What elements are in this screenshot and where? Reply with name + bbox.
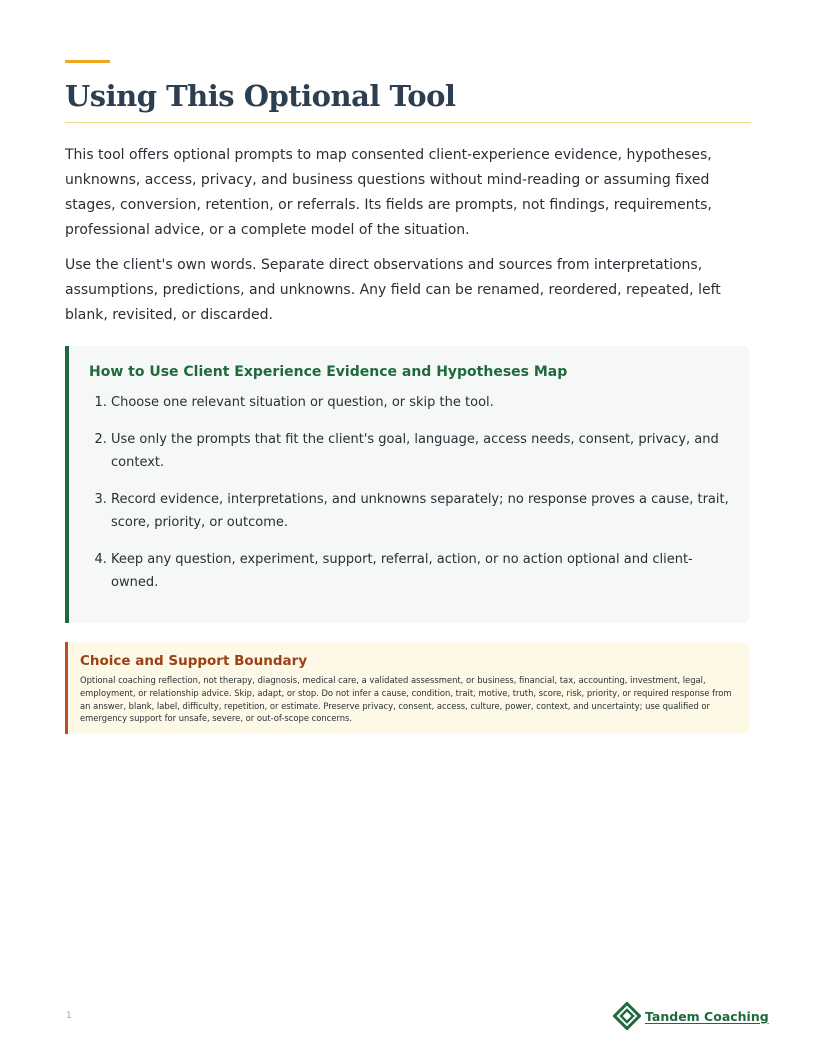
howto-steps-list [89,391,729,608]
howto-step-3: 3. Record evidence, interpretations, and unknowns separately; no response proves a cause, trait, score, priority, or outcome. [111,488,729,534]
page-title: Using This Optional Tool [65,79,456,113]
howto-step-4: 4. Keep any question, experiment, support, referral, action, or no action optional and client-owned. [111,548,729,594]
boundary-title: Choice and Support Boundary [80,653,308,669]
boundary-text: Optional coaching reflection, not therapy, diagnosis, medical care, a validated assessment, or business, financial, tax, accounting, investment, legal, employment, or relationship advice. Skip, adapt, or stop. Do not infer a cause, condition, trait, motive, truth, score, risk, priority, or required response from an answer, blank, label, difficulty, repetition, or estimate. Preserve privacy, consent, access, culture, power, context, and uncertainty; use qualified or emergency support for unsafe, severe, or out-of-scope concerns. [80,675,732,724]
footer-brand [613,1002,769,1030]
howto-step-2: 2. Use only the prompts that fit the client's goal, language, access needs, consent, privacy, and context. [111,428,729,474]
brand-name: Tandem Coaching [645,1008,769,1024]
title-accent-bar [65,60,110,63]
intro-section [65,143,755,338]
howto-callout [65,346,750,623]
intro-paragraph-1: This tool offers optional prompts to map consented client-experience evidence, hypotheses, unknowns, access, privacy, and business questions without mind-reading or assuming fixed stages, conversion, retention, or referrals. Its fields are prompts, not findings, requirements, professional advice, or a complete model of the situation. [65,147,712,238]
intro-paragraph-2: Use the client's own words. Separate direct observations and sources from interpretations, assumptions, predictions, and unknowns. Any field can be renamed, reordered, repeated, left blank, revisited, or discarded. [65,257,721,323]
page-number: 1 [66,1011,72,1021]
howto-step-1: 1. Choose one relevant situation or question, or skip the tool. [111,391,729,414]
title-divider [65,122,751,123]
boundary-callout [65,642,750,734]
howto-title: How to Use Client Experience Evidence and Hypotheses Map [89,364,568,380]
diamond-logo-icon [613,1002,641,1030]
